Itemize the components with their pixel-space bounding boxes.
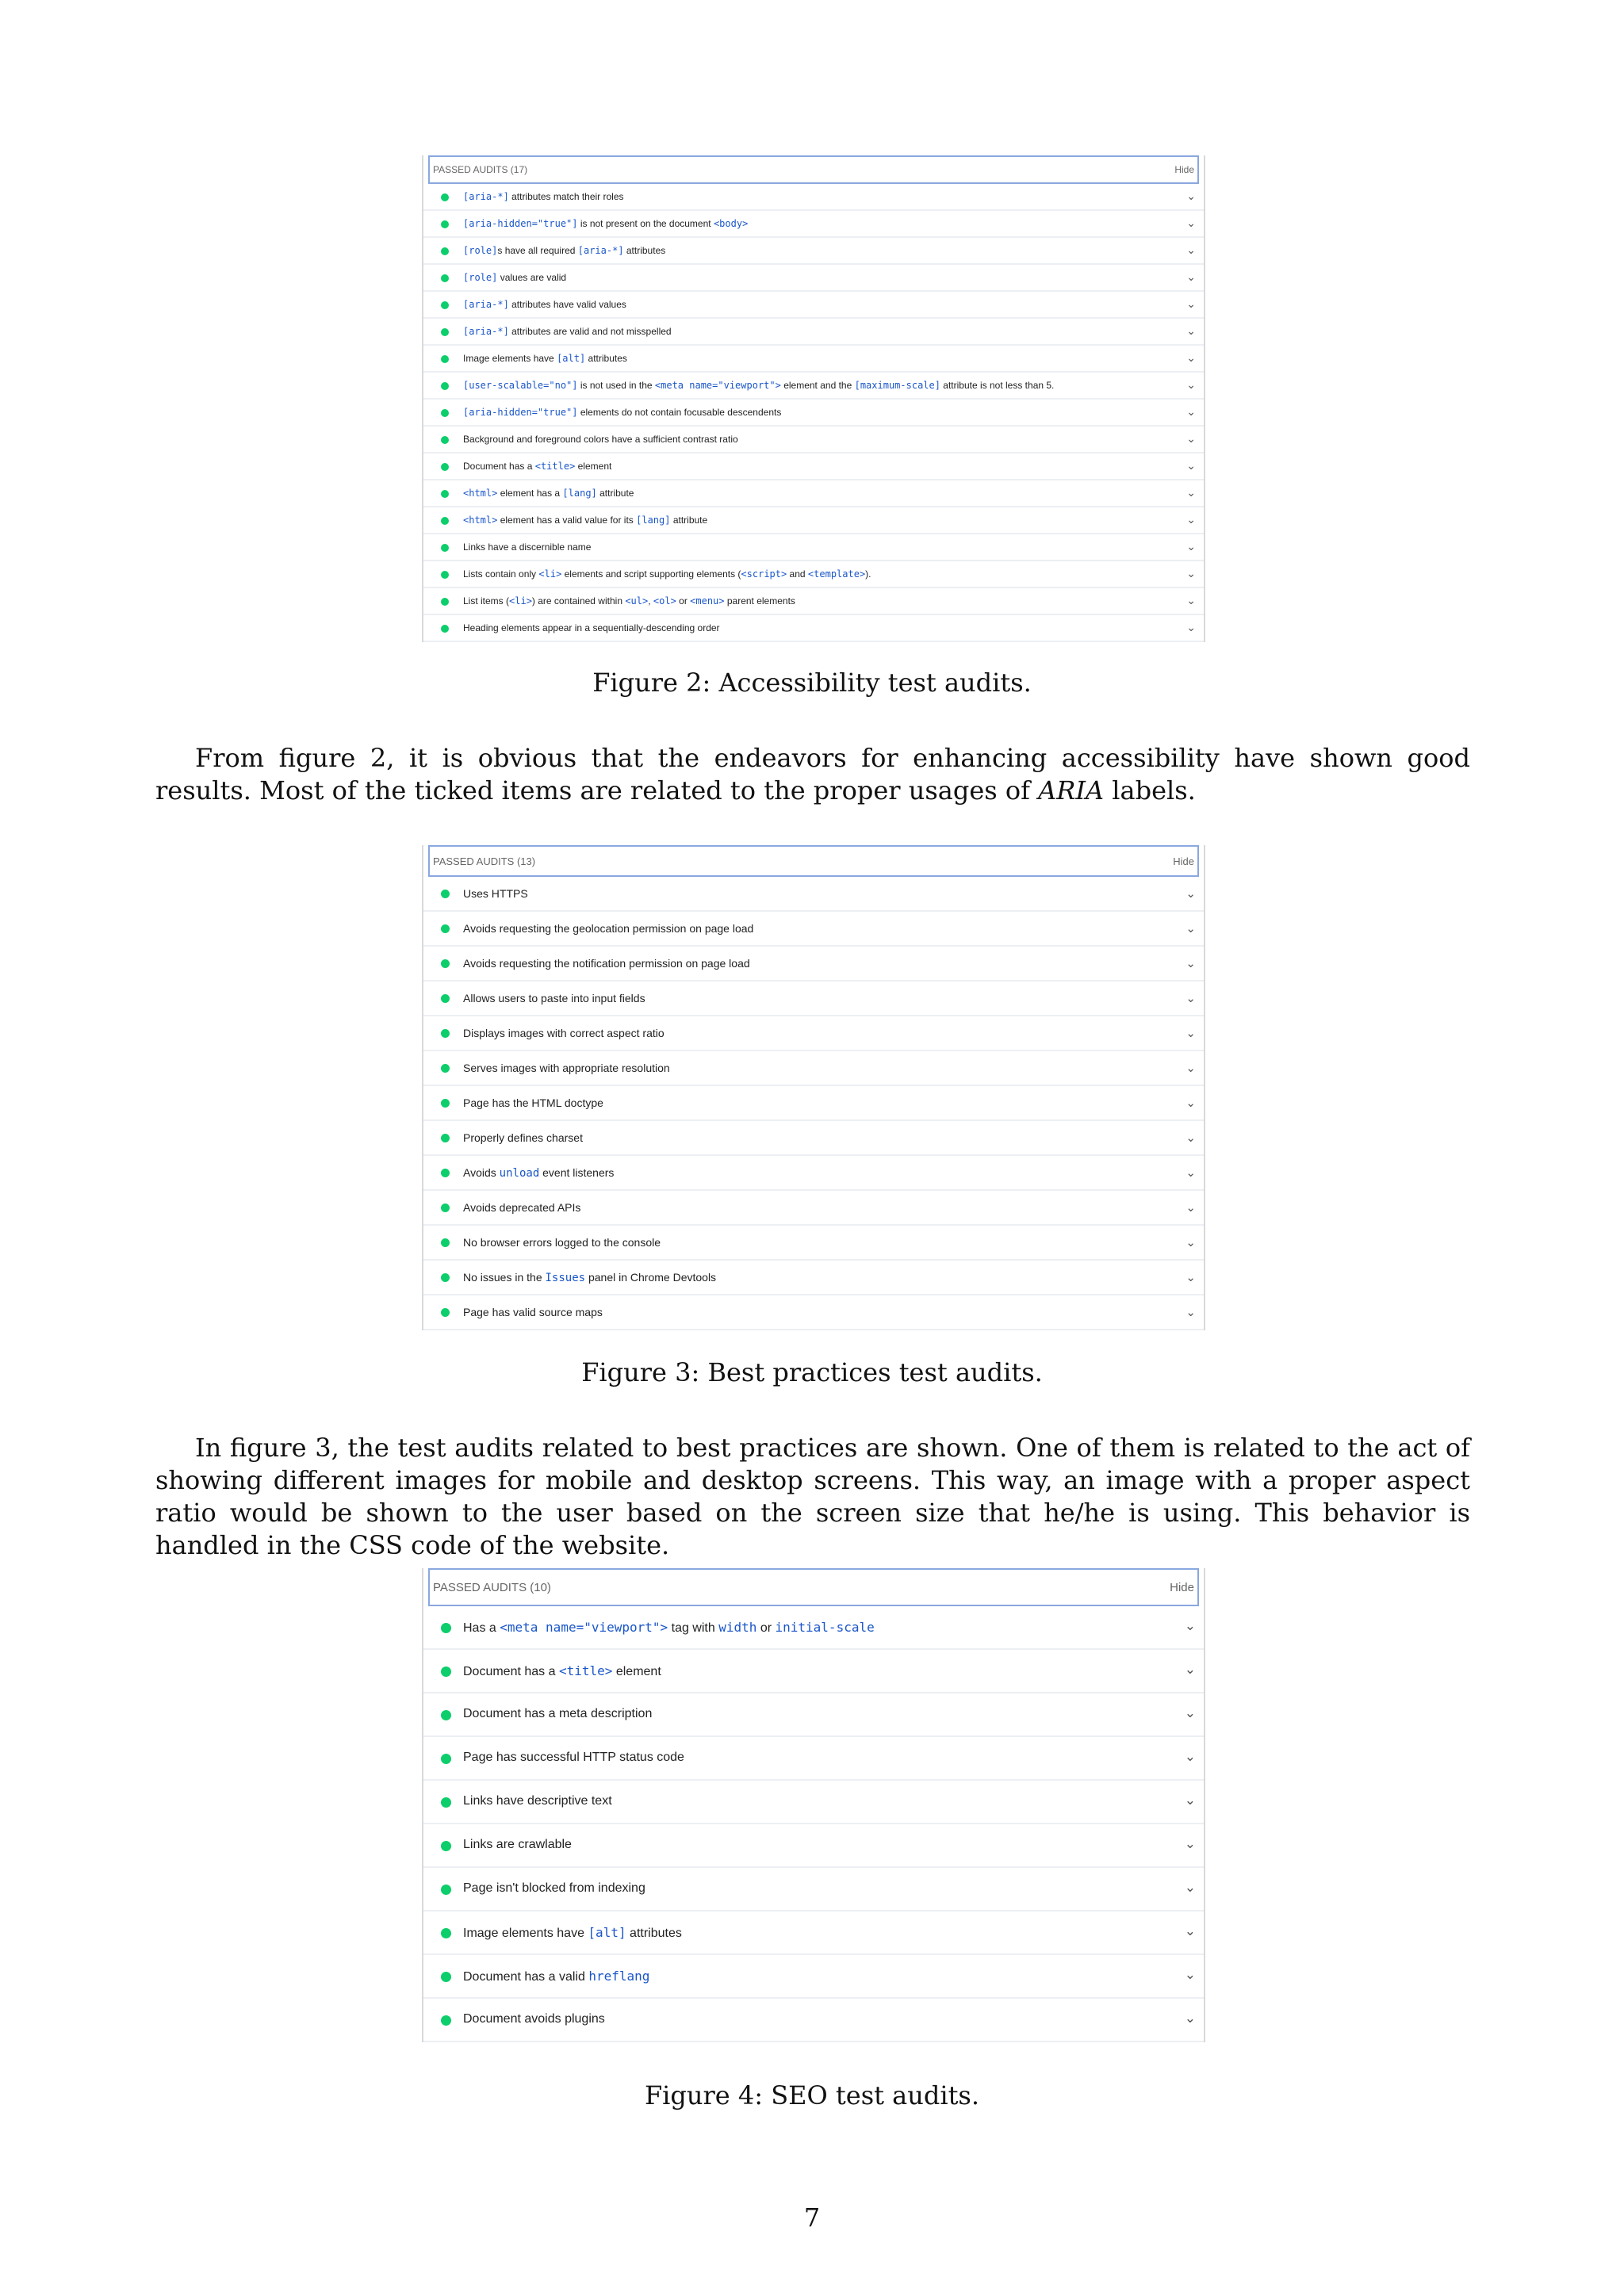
green-dot-icon	[441, 1308, 450, 1317]
audit-label	[463, 191, 1156, 202]
hide-button[interactable]: Hide	[1174, 164, 1194, 175]
audit-row[interactable]	[423, 1191, 1204, 1226]
audit-row[interactable]	[423, 373, 1204, 400]
chevron-down-icon[interactable]: ⌄	[1184, 1705, 1196, 1720]
text-segment: attributes	[623, 245, 666, 256]
green-dot-icon	[441, 1238, 450, 1247]
text-segment: Image elements have	[463, 1927, 588, 1940]
figure-4-caption: Figure 4: SEO test audits.	[644, 2080, 980, 2110]
code-token: width	[718, 1620, 757, 1635]
green-dot-icon	[441, 220, 449, 228]
passed-audits-title: PASSED AUDITS (17)	[433, 164, 528, 175]
text-segment: tag with	[668, 1621, 719, 1635]
audit-label	[463, 1131, 1156, 1144]
chevron-down-icon[interactable]: ⌄	[1186, 324, 1196, 337]
audit-row[interactable]	[423, 615, 1204, 642]
audit-list	[423, 1606, 1204, 2042]
audit-label	[463, 515, 1156, 526]
audit-row[interactable]	[423, 1086, 1204, 1121]
audit-row[interactable]	[423, 319, 1204, 346]
paragraph-1	[155, 742, 1470, 807]
green-dot-icon	[441, 490, 449, 498]
code-token: [lang]	[562, 488, 597, 499]
text-segment: element has a valid value for its	[497, 515, 637, 526]
text-segment: Avoids requesting the notification permission on page load	[463, 957, 750, 970]
audit-row[interactable]	[423, 1016, 1204, 1051]
chevron-down-icon[interactable]: ⌄	[1186, 216, 1196, 229]
code-token: <html>	[463, 515, 498, 526]
paragraph-text	[155, 1432, 1470, 1562]
text-segment: element has a	[497, 488, 563, 499]
audit-label	[463, 1794, 1156, 1808]
text-segment: List items (	[463, 595, 510, 607]
text-segment: Document avoids plugins	[463, 2012, 605, 2026]
text-segment: panel in Chrome Devtools	[585, 1271, 717, 1284]
text-segment: Displays images with correct aspect ratio	[463, 1027, 665, 1039]
audit-label	[463, 1838, 1156, 1852]
text-segment: Links have a discernible name	[463, 541, 592, 553]
code-token: <ul>	[625, 595, 649, 607]
green-dot-icon	[441, 1667, 451, 1677]
text-segment: is not used in the	[577, 380, 655, 391]
audit-label	[463, 1881, 1156, 1896]
hide-button[interactable]: Hide	[1173, 855, 1194, 867]
audit-list	[423, 184, 1204, 642]
text-segment: is not present on the document	[577, 218, 714, 229]
green-dot-icon	[441, 1273, 450, 1282]
green-dot-icon	[441, 1099, 450, 1108]
audit-row[interactable]	[423, 1824, 1204, 1868]
text-segment: Page has the HTML doctype	[463, 1096, 603, 1109]
figure-4-audit-panel	[422, 1568, 1205, 2042]
text-segment: From figure 2, it is obvious that the endeavors for enhancing accessibility have shown good results. Most of the ticked items are related to the proper usages of	[155, 743, 1470, 806]
text-segment: Document has a	[463, 1665, 559, 1678]
text-segment: Properly defines charset	[463, 1131, 583, 1144]
text-segment: attributes are valid and not misspelled	[508, 326, 672, 337]
green-dot-icon	[441, 1972, 451, 1982]
green-dot-icon	[441, 890, 450, 898]
code-token: [maximum-scale]	[854, 380, 940, 391]
code-token: <body>	[713, 218, 749, 229]
audit-row[interactable]	[423, 534, 1204, 561]
paragraph-2	[155, 1432, 1470, 1562]
text-segment: or	[756, 1621, 776, 1635]
chevron-down-icon[interactable]: ⌄	[1184, 1793, 1196, 1808]
audit-label	[463, 1306, 1156, 1318]
audit-label	[463, 461, 1156, 472]
code-token: [aria-hidden="true"]	[463, 218, 578, 229]
audit-row[interactable]	[423, 1295, 1204, 1330]
text-segment: Page isn't blocked from indexing	[463, 1881, 645, 1895]
green-dot-icon	[441, 1203, 450, 1212]
chevron-down-icon[interactable]: ⌄	[1184, 1749, 1196, 1764]
code-token: [user-scalable="no"]	[463, 380, 578, 391]
text-segment: Lists contain only	[463, 568, 539, 580]
chevron-down-icon[interactable]: ⌄	[1186, 297, 1196, 310]
chevron-down-icon[interactable]: ⌄	[1185, 1166, 1196, 1180]
hide-button[interactable]: Hide	[1170, 1581, 1194, 1594]
figure-3-audit-panel	[422, 845, 1205, 1330]
audit-row[interactable]	[423, 912, 1204, 947]
audit-label	[463, 1236, 1156, 1249]
audit-row[interactable]	[423, 588, 1204, 615]
text-segment: and	[787, 568, 808, 580]
text-segment: attributes match their roles	[508, 191, 624, 202]
figure-2-caption: Figure 2: Accessibility test audits.	[592, 668, 1032, 698]
audit-label	[463, 1271, 1156, 1284]
text-segment: Avoids requesting the geolocation permission on page load	[463, 922, 754, 935]
audit-label	[463, 2012, 1156, 2026]
code-token: [role]	[463, 272, 498, 283]
text-segment: values are valid	[497, 272, 567, 283]
text-segment: Links have descriptive text	[463, 1794, 612, 1808]
audit-label	[463, 434, 1156, 445]
chevron-down-icon[interactable]: ⌄	[1184, 1880, 1196, 1895]
chevron-down-icon[interactable]: ⌄	[1186, 270, 1196, 283]
audit-label	[463, 1062, 1156, 1074]
green-dot-icon	[441, 571, 449, 579]
text-segment: Background and foreground colors have a sufficient contrast ratio	[463, 434, 738, 445]
audit-row[interactable]	[423, 1868, 1204, 1911]
text-segment: ,	[648, 595, 653, 607]
code-token: [aria-*]	[463, 299, 509, 310]
chevron-down-icon[interactable]: ⌄	[1185, 1027, 1196, 1040]
text-segment: or	[676, 595, 691, 607]
green-dot-icon	[441, 1797, 451, 1808]
code-token: <script>	[741, 568, 787, 580]
text-segment: Page has successful HTTP status code	[463, 1751, 684, 1764]
chevron-down-icon[interactable]: ⌄	[1185, 922, 1196, 936]
text-segment: element	[612, 1665, 661, 1678]
audit-list	[423, 877, 1204, 1330]
text-segment: Avoids deprecated APIs	[463, 1201, 581, 1214]
code-token: [aria-*]	[463, 191, 509, 202]
green-dot-icon	[441, 924, 450, 933]
passed-audits-title: PASSED AUDITS (10)	[433, 1581, 551, 1594]
audit-row[interactable]	[423, 427, 1204, 453]
chevron-down-icon[interactable]: ⌄	[1185, 1201, 1196, 1215]
audit-row[interactable]	[423, 211, 1204, 238]
code-token: initial-scale	[775, 1620, 875, 1635]
audit-row[interactable]	[423, 1737, 1204, 1781]
green-dot-icon	[441, 274, 449, 282]
paragraph-text	[155, 742, 1470, 807]
chevron-down-icon[interactable]: ⌄	[1186, 567, 1196, 580]
text-segment: Heading elements appear in a sequentially-descending order	[463, 622, 720, 633]
green-dot-icon	[441, 301, 449, 309]
chevron-down-icon[interactable]: ⌄	[1184, 1618, 1196, 1633]
code-token: <meta name="viewport">	[500, 1620, 668, 1635]
audit-label	[463, 992, 1156, 1004]
audit-label	[463, 922, 1156, 935]
text-segment: attribute	[596, 488, 634, 499]
text-segment: attributes	[626, 1927, 682, 1940]
audit-row[interactable]	[423, 877, 1204, 912]
audit-row[interactable]	[423, 1693, 1204, 1737]
audit-row[interactable]	[423, 238, 1204, 265]
audit-label	[463, 272, 1156, 283]
green-dot-icon	[441, 517, 449, 525]
page-number: 7	[803, 2202, 821, 2233]
audit-label	[463, 1969, 1156, 1984]
text-segment: ARIA	[1038, 775, 1105, 806]
code-token: [lang]	[636, 515, 671, 526]
chevron-down-icon[interactable]: ⌄	[1184, 1967, 1196, 1982]
audit-label	[463, 1096, 1156, 1109]
text-segment: Document has a meta description	[463, 1707, 653, 1720]
text-segment: Document has a valid	[463, 1970, 589, 1984]
chevron-down-icon[interactable]: ⌄	[1185, 887, 1196, 901]
panel-header	[428, 845, 1199, 877]
code-token: Issues	[545, 1272, 586, 1284]
text-segment: labels.	[1104, 775, 1196, 806]
chevron-down-icon[interactable]: ⌄	[1186, 432, 1196, 445]
green-dot-icon	[441, 1754, 451, 1764]
chevron-down-icon[interactable]: ⌄	[1186, 513, 1196, 526]
audit-row[interactable]	[423, 1051, 1204, 1086]
chevron-down-icon[interactable]: ⌄	[1184, 1923, 1196, 1938]
passed-audits-title: PASSED AUDITS (13)	[433, 855, 536, 867]
chevron-down-icon[interactable]: ⌄	[1185, 1062, 1196, 1075]
text-segment: attributes	[585, 353, 627, 364]
green-dot-icon	[441, 544, 449, 552]
chevron-down-icon[interactable]: ⌄	[1184, 1836, 1196, 1851]
text-segment: No issues in the	[463, 1271, 546, 1284]
green-dot-icon	[441, 382, 449, 390]
green-dot-icon	[441, 436, 449, 444]
text-segment: Allows users to paste into input fields	[463, 992, 645, 1004]
audit-row[interactable]	[423, 1650, 1204, 1693]
audit-label	[463, 1166, 1156, 1180]
audit-label	[463, 380, 1156, 391]
green-dot-icon	[441, 2015, 451, 2026]
audit-row[interactable]	[423, 1781, 1204, 1824]
text-segment: ) are contained within	[531, 595, 626, 607]
code-token: [aria-*]	[463, 326, 509, 337]
audit-label	[463, 407, 1156, 418]
audit-row[interactable]	[423, 1606, 1204, 1650]
text-segment: Serves images with appropriate resolution	[463, 1062, 670, 1074]
text-segment: event listeners	[539, 1166, 615, 1179]
chevron-down-icon[interactable]: ⌄	[1185, 957, 1196, 970]
audit-label	[463, 245, 1156, 256]
chevron-down-icon[interactable]: ⌄	[1186, 459, 1196, 472]
audit-row[interactable]	[423, 1955, 1204, 1999]
chevron-down-icon[interactable]: ⌄	[1185, 992, 1196, 1005]
green-dot-icon	[441, 247, 449, 255]
green-dot-icon	[441, 1885, 451, 1895]
chevron-down-icon[interactable]: ⌄	[1186, 189, 1196, 202]
text-segment: attribute	[670, 515, 708, 526]
text-segment: s have all required	[497, 245, 578, 256]
green-dot-icon	[441, 959, 450, 968]
code-token: <title>	[558, 1663, 613, 1678]
code-token: [alt]	[557, 353, 586, 364]
text-segment: element and the	[780, 380, 855, 391]
audit-row[interactable]	[423, 1121, 1204, 1156]
code-token: <template>	[807, 568, 866, 580]
text-segment: No browser errors logged to the console	[463, 1236, 661, 1249]
audit-row[interactable]	[423, 265, 1204, 292]
chevron-down-icon[interactable]: ⌄	[1186, 540, 1196, 553]
green-dot-icon	[441, 328, 449, 336]
chevron-down-icon[interactable]: ⌄	[1185, 1271, 1196, 1284]
green-dot-icon	[441, 463, 449, 471]
green-dot-icon	[441, 1841, 451, 1851]
audit-label	[463, 353, 1156, 364]
chevron-down-icon[interactable]: ⌄	[1184, 1662, 1196, 1677]
audit-row[interactable]	[423, 947, 1204, 982]
chevron-down-icon[interactable]: ⌄	[1185, 1096, 1196, 1110]
code-token: <html>	[463, 488, 498, 499]
chevron-down-icon[interactable]: ⌄	[1186, 378, 1196, 391]
audit-label	[463, 1663, 1156, 1679]
audit-row[interactable]	[423, 184, 1204, 211]
audit-row[interactable]	[423, 1156, 1204, 1191]
green-dot-icon	[441, 1029, 450, 1038]
green-dot-icon	[441, 409, 449, 417]
text-segment: Image elements have	[463, 353, 557, 364]
green-dot-icon	[441, 1134, 450, 1142]
text-segment: attribute is not less than 5.	[940, 380, 1055, 391]
audit-row[interactable]	[423, 1226, 1204, 1261]
chevron-down-icon[interactable]: ⌄	[1186, 594, 1196, 607]
audit-row[interactable]	[423, 982, 1204, 1016]
code-token: <ol>	[653, 595, 676, 607]
chevron-down-icon[interactable]: ⌄	[1185, 1131, 1196, 1145]
code-token: [aria-hidden="true"]	[463, 407, 578, 418]
text-segment: element	[575, 461, 612, 472]
chevron-down-icon[interactable]: ⌄	[1186, 243, 1196, 256]
audit-row[interactable]	[423, 561, 1204, 588]
green-dot-icon	[441, 1064, 450, 1073]
audit-row[interactable]	[423, 292, 1204, 319]
code-token: hreflang	[588, 1969, 650, 1984]
audit-label	[463, 218, 1156, 229]
audit-row[interactable]	[423, 453, 1204, 480]
text-segment: In figure 3, the test audits related to best practices are shown. One of them is related to the act of showing different images for mobile and desktop screens. This way, an image with a proper aspect ratio would be shown to the user based on the screen size that he/he is using. This behavior is handled in the CSS code of the website.	[155, 1433, 1470, 1560]
chevron-down-icon[interactable]: ⌄	[1184, 2011, 1196, 2026]
code-token: [aria-*]	[577, 245, 624, 256]
panel-header	[428, 155, 1199, 184]
text-segment: parent elements	[724, 595, 795, 607]
green-dot-icon	[441, 193, 449, 201]
text-segment: Page has valid source maps	[463, 1306, 603, 1318]
audit-label	[463, 299, 1156, 310]
green-dot-icon	[441, 625, 449, 633]
text-segment: elements and script supporting elements (	[561, 568, 741, 580]
audit-label	[463, 1925, 1156, 1941]
audit-label	[463, 541, 1156, 553]
panel-header	[428, 1568, 1199, 1606]
text-segment: Links are crawlable	[463, 1838, 572, 1851]
green-dot-icon	[441, 1710, 451, 1720]
audit-label	[463, 1751, 1156, 1765]
green-dot-icon	[441, 1169, 450, 1177]
audit-row[interactable]	[423, 1911, 1204, 1955]
code-token: <li>	[538, 568, 562, 580]
code-token: [alt]	[588, 1925, 626, 1940]
audit-label	[463, 622, 1156, 633]
chevron-down-icon[interactable]: ⌄	[1185, 1236, 1196, 1249]
audit-row[interactable]	[423, 1999, 1204, 2042]
audit-label	[463, 568, 1156, 580]
text-segment: attributes have valid values	[508, 299, 626, 310]
figure-2-audit-panel	[422, 155, 1205, 642]
green-dot-icon	[441, 1928, 451, 1938]
audit-label	[463, 957, 1156, 970]
audit-label	[463, 488, 1156, 499]
code-token: <li>	[509, 595, 532, 607]
code-token: <menu>	[690, 595, 725, 607]
green-dot-icon	[441, 994, 450, 1003]
chevron-down-icon[interactable]: ⌄	[1185, 1306, 1196, 1319]
audit-label	[463, 326, 1156, 337]
audit-label	[463, 1707, 1156, 1721]
code-token: unload	[499, 1167, 540, 1180]
code-token: <title>	[534, 461, 576, 472]
chevron-down-icon[interactable]: ⌄	[1186, 405, 1196, 418]
audit-row[interactable]	[423, 346, 1204, 373]
audit-row[interactable]	[423, 400, 1204, 427]
audit-label	[463, 1027, 1156, 1039]
chevron-down-icon[interactable]: ⌄	[1186, 351, 1196, 364]
text-segment: Document has a	[463, 461, 535, 472]
code-token: [role]	[463, 245, 498, 256]
audit-row[interactable]	[423, 507, 1204, 534]
text-segment: elements do not contain focusable descendents	[577, 407, 782, 418]
green-dot-icon	[441, 355, 449, 363]
text-segment: Uses HTTPS	[463, 887, 528, 900]
audit-label	[463, 887, 1156, 900]
audit-label	[463, 1201, 1156, 1214]
audit-label	[463, 1620, 1156, 1636]
chevron-down-icon[interactable]: ⌄	[1186, 486, 1196, 499]
figure-3-caption: Figure 3: Best practices test audits.	[581, 1357, 1043, 1387]
audit-row[interactable]	[423, 480, 1204, 507]
audit-label	[463, 595, 1156, 607]
text-segment: Avoids	[463, 1166, 500, 1179]
text-segment: Has a	[463, 1621, 500, 1635]
green-dot-icon	[441, 1623, 451, 1633]
text-segment: ).	[865, 568, 871, 580]
green-dot-icon	[441, 598, 449, 606]
code-token: <meta name="viewport">	[654, 380, 781, 391]
audit-row[interactable]	[423, 1261, 1204, 1295]
chevron-down-icon[interactable]: ⌄	[1186, 621, 1196, 633]
